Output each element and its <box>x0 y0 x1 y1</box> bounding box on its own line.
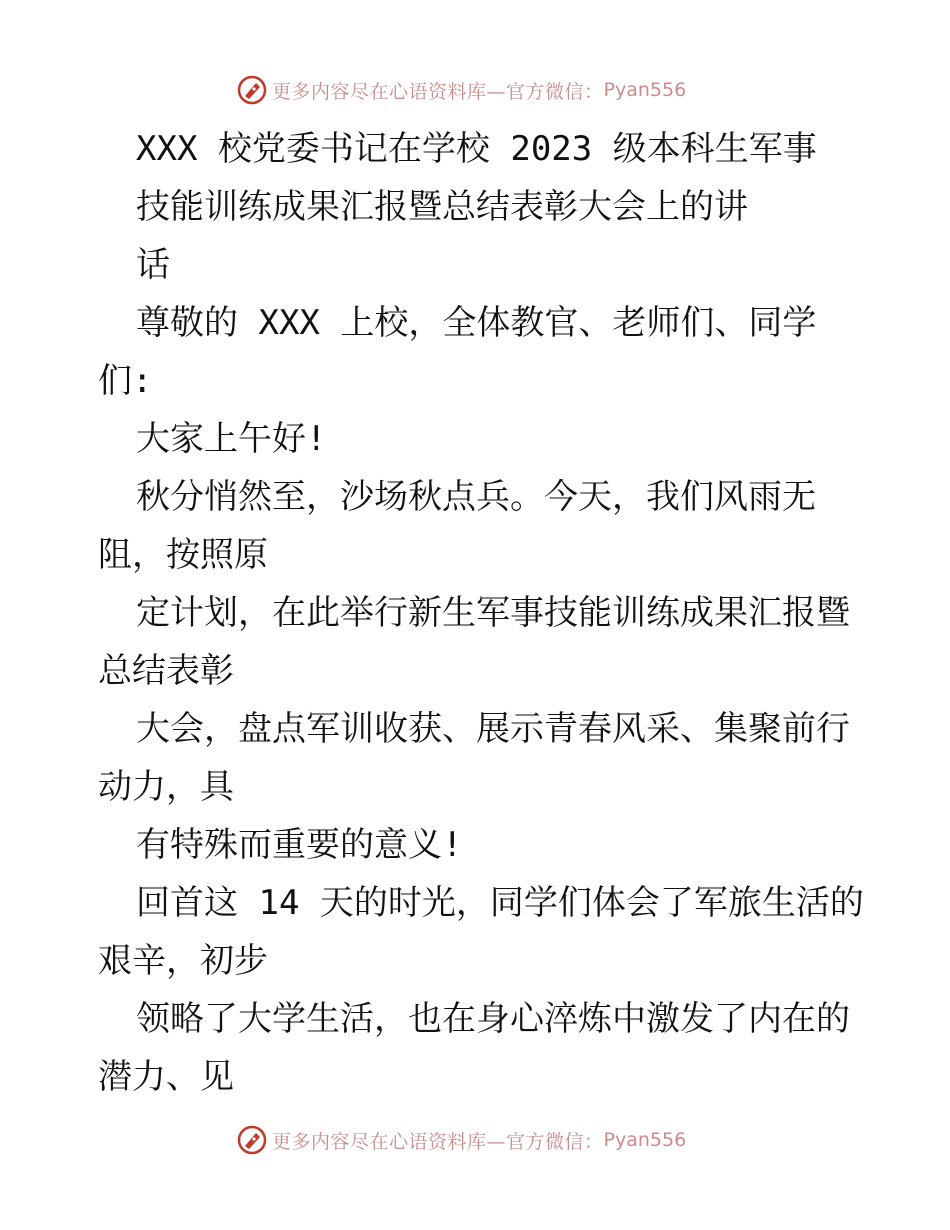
body-line: 定计划，在此举行新生军事技能训练成果汇报暨 <box>136 593 850 633</box>
body-line: 大会，盘点军训收获、展示青春风采、集聚前行 <box>136 709 850 749</box>
header-watermark <box>236 72 686 108</box>
watermark-wechat-id: Pyan556 <box>603 1129 687 1151</box>
body-line: 秋分悄然至，沙场秋点兵。今天，我们风雨无 <box>136 477 816 517</box>
body-line: 阻，按照原 <box>98 535 268 575</box>
body-line: 有特殊而重要的意义! <box>136 825 463 865</box>
watermark-wechat-id: Pyan556 <box>603 79 687 101</box>
body-line: 动力，具 <box>98 767 234 807</box>
watermark-text: 更多内容尽在心语资料库—官方微信： <box>272 1130 604 1153</box>
watermark-text: 更多内容尽在心语资料库—官方微信： <box>272 80 604 103</box>
body-line: 领略了大学生活，也在身心淬炼中激发了内在的 <box>136 999 850 1039</box>
body-line: 潜力、见 <box>98 1057 234 1097</box>
body-line: 技能训练成果汇报暨总结表彰大会上的讲 <box>136 187 748 227</box>
pen-nib-logo-icon <box>236 74 268 106</box>
body-line: 话 <box>136 245 170 285</box>
footer-watermark <box>236 1122 686 1158</box>
body-line: XXX 校党委书记在学校 2023 级本科生军事 <box>136 129 817 169</box>
body-line: 回首这 14 天的时光，同学们体会了军旅生活的 <box>136 883 864 923</box>
pen-nib-logo-icon <box>236 1124 268 1156</box>
body-line: 总结表彰 <box>98 651 234 691</box>
body-line: 们: <box>98 361 153 401</box>
body-line: 尊敬的 XXX 上校，全体教官、老师们、同学 <box>136 303 817 343</box>
body-line: 大家上午好! <box>136 419 327 459</box>
body-line: 艰辛，初步 <box>98 941 268 981</box>
